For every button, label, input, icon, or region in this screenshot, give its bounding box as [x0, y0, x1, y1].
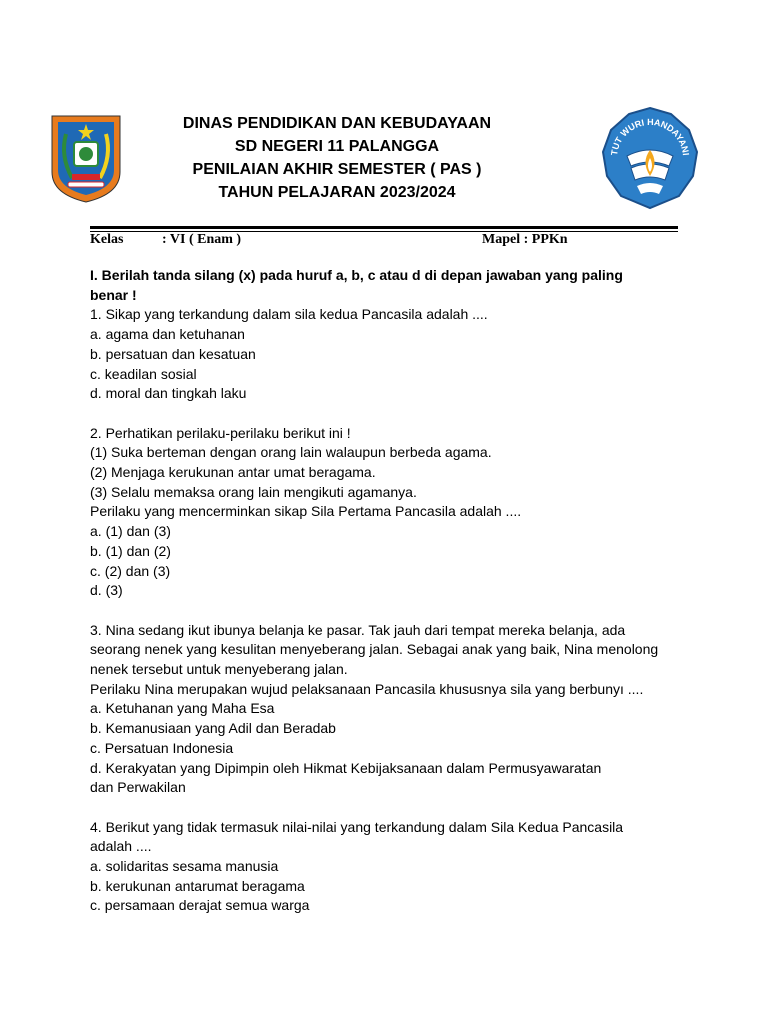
document-header	[140, 112, 534, 204]
header-divider-thick	[90, 226, 678, 229]
spacer	[90, 601, 690, 621]
question-3-option-d: d. Kerakyatan yang Dipimpin oleh Hikmat Kebijaksanaan dalam Permusyawaratan	[90, 759, 602, 776]
question-1-option-a: a. agama dan ketuhanan	[90, 326, 245, 343]
instruction-line-1: I. Berilah tanda silang (x) pada huruf a, b, c atau d di depan jawaban yang paling	[90, 267, 623, 283]
svg-text:TUT WURI HANDAYANI: TUT WURI HANDAYANI	[609, 116, 691, 157]
header-line-4: TAHUN PELAJARAN 2023/2024	[218, 184, 456, 201]
question-4-option-c: c. persamaan derajat semua warga	[90, 897, 310, 914]
question-3-option-a: a. Ketuhanan yang Maha Esa	[90, 700, 275, 717]
question-2-statement-3: (3) Selalu memaksa orang lain mengikuti agamanya.	[90, 483, 417, 500]
header-line-3: PENILAIAN AKHIR SEMESTER ( PAS )	[192, 161, 482, 178]
question-3-prompt: Perilaku Nina merupakan wujud pelaksanaan Pancasila khususnya sila yang berbunyı ....	[90, 680, 644, 697]
question-2-statement-1: (1) Suka berteman dengan orang lain walaupun berbeda agama.	[90, 444, 492, 461]
question-3-option-b: b. Kemanusiaan yang Adil dan Beradab	[90, 720, 336, 737]
question-2-text: 2. Perhatikan perilaku-perilaku berikut ini !	[90, 424, 351, 441]
question-4-text-2: adalah ....	[90, 838, 152, 855]
question-1-option-c: c. keadilan sosial	[90, 365, 197, 382]
question-4-option-b: b. kerukunan antarumat beragama	[90, 877, 305, 894]
header-line-2: SD NEGERI 11 PALANGGA	[234, 138, 440, 155]
question-2-option-a: a. (1) dan (3)	[90, 523, 171, 540]
question-3-text-1: 3. Nina sedang ikut ibunya belanja ke pasar. Tak jauh dari tempat mereka belanja, ada	[90, 621, 626, 638]
question-1-text: 1. Sikap yang terkandung dalam sila kedua Pancasila adalah ....	[90, 306, 488, 323]
tut-wuri-handayani-logo	[601, 106, 699, 210]
question-2-option-c: c. (2) dan (3)	[90, 562, 171, 579]
kelas-value: : VI ( Enam )	[162, 232, 242, 247]
question-3-option-c: c. Persatuan Indonesia	[90, 739, 234, 756]
question-1-option-d: d. moral dan tingkah laku	[90, 385, 247, 402]
instruction-line-2: benar !	[90, 286, 137, 303]
question-2-option-b: b. (1) dan (2)	[90, 542, 171, 559]
question-2-statement-2: (2) Menjaga kerukunan antar umat beragama.	[90, 464, 376, 481]
question-3-text-3: nenek tersebut untuk menyeberang jalan.	[90, 661, 348, 678]
question-3-option-d-cont: dan Perwakilan	[90, 779, 186, 796]
question-2-option-d: d. (3)	[90, 582, 123, 599]
spacer	[90, 798, 690, 818]
question-1-option-b: b. persatuan dan kesatuan	[90, 345, 256, 362]
exam-content	[90, 266, 690, 916]
mapel-label: Mapel : PPKn	[482, 232, 568, 247]
spacer	[90, 404, 690, 424]
question-4-option-a: a. solidaritas sesama manusia	[90, 858, 279, 875]
question-4-text-1: 4. Berikut yang tidak termasuk nilai-nilai yang terkandung dalam Sila Kedua Pancasila	[90, 818, 624, 835]
question-3-text-2: seorang nenek yang kesulitan menyeberang jalan. Sebagai anak yang baik, Nina menolong	[90, 641, 659, 658]
regency-emblem-logo	[50, 112, 122, 204]
header-line-1: DINAS PENDIDIKAN DAN KEBUDAYAAN	[182, 115, 492, 132]
question-2-prompt: Perilaku yang mencerminkan sikap Sila Pertama Pancasila adalah ....	[90, 503, 522, 520]
kelas-label: Kelas	[90, 232, 124, 247]
